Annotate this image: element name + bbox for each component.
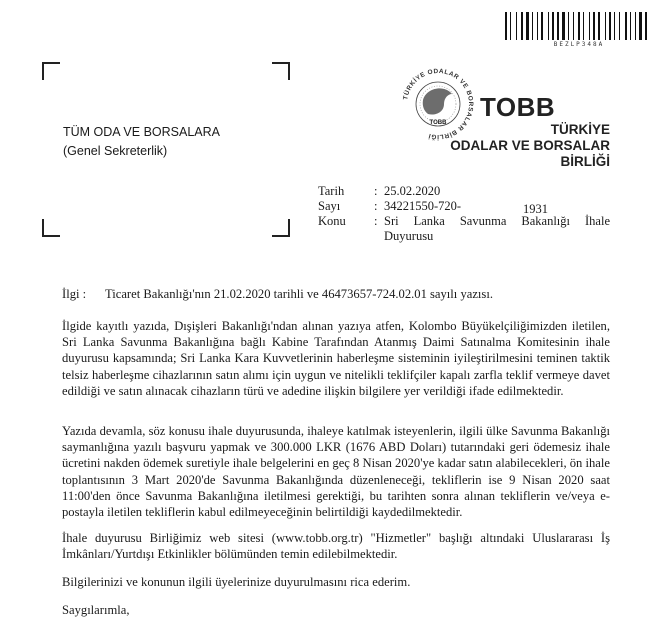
number-sequence: 1931 bbox=[523, 202, 548, 216]
barcode-bar bbox=[550, 12, 551, 40]
number-separator: : bbox=[374, 199, 378, 213]
closing-salutation: Saygılarımla, bbox=[62, 603, 130, 617]
barcode-bar bbox=[552, 12, 554, 40]
logo-sub-line-1: TÜRKİYE bbox=[550, 122, 610, 137]
barcode-bar bbox=[596, 12, 597, 40]
barcode-bar bbox=[607, 12, 608, 40]
subject-label: Konu bbox=[318, 214, 346, 228]
barcode-bar bbox=[521, 12, 523, 40]
address-window-corner-top-left bbox=[42, 62, 60, 80]
barcode-bar bbox=[591, 12, 592, 40]
barcode-bar bbox=[518, 12, 520, 40]
barcode-bar bbox=[560, 12, 561, 40]
logo-wordmark: TOBB bbox=[480, 92, 556, 122]
seal-label: TOBB bbox=[429, 120, 447, 126]
barcode-bar bbox=[605, 12, 606, 40]
barcode-bar bbox=[645, 12, 647, 40]
date-value: 25.02.2020 bbox=[384, 184, 441, 198]
address-window-corner-bottom-left bbox=[42, 219, 60, 237]
subject-value-line-2: Duyurusu bbox=[384, 229, 434, 243]
logo-organization-name bbox=[440, 122, 610, 170]
barcode-bar bbox=[557, 12, 559, 40]
barcode-bar bbox=[625, 12, 627, 40]
recipient-block bbox=[63, 123, 220, 161]
barcode bbox=[505, 12, 653, 40]
barcode-bar bbox=[526, 12, 529, 40]
body-paragraph-2: Yazıda devamla, söz konusu ihale duyurusunda, ihaleye katılmak isteyenlerin, ilgili ülke Savunma Bakanlığı saymanlığına yazılı başvuru yapmak ve 300.000 LKR (1676 ABD Doları) tutarındaki geri ödemesiz ihale ücretini nakden ödemek suretiyle ihale belgelerini en geç 8 Nisan 2020'ye kadar satın alabilecekleri, ön ihale toplantısının 3 Mart 2020'de Savunma Bakanlığında düzenleneceği, tekliflerin ise 9 Nisan 2020 saat 11:00'den önce Savunma Bakanlığına iletilmesi gerektiği, bu tarihten sonra alınan tekliflerin ve/veya e-postayla iletilen tekliflerin kabul edilmeyeceğinin belirtildiği kaydedilmektedir. bbox=[62, 424, 610, 520]
barcode-bar bbox=[534, 12, 536, 40]
barcode-bar bbox=[573, 12, 574, 40]
barcode-bar bbox=[516, 12, 517, 40]
barcode-bar bbox=[544, 12, 547, 40]
recipient-name: TÜM ODA VE BORSALARA bbox=[63, 125, 220, 139]
barcode-bar bbox=[583, 12, 584, 40]
body-paragraph-4: Bilgilerinizi ve konunun ilgili üyelerinize duyurulmasını rica ederim. bbox=[62, 575, 411, 589]
barcode-bar bbox=[589, 12, 590, 40]
barcode-bar bbox=[639, 12, 642, 40]
barcode-bar bbox=[575, 12, 577, 40]
barcode-bar bbox=[643, 12, 644, 40]
reference-label: İlgi : bbox=[62, 287, 87, 301]
seal-ring-text: TÜRKİYE ODALAR VE BORSALAR BİRLİĞİ bbox=[402, 67, 475, 141]
barcode-bar bbox=[541, 12, 543, 40]
barcode-bar bbox=[548, 12, 549, 40]
barcode-bar bbox=[612, 12, 613, 40]
barcode-text: BEZLP348A bbox=[553, 41, 605, 48]
barcode-bar bbox=[530, 12, 531, 40]
logo-sub-line-2: ODALAR VE BORSALAR bbox=[450, 138, 610, 153]
address-window-corner-top-right bbox=[272, 62, 290, 80]
barcode-bar bbox=[578, 12, 580, 40]
barcode-bar bbox=[621, 12, 624, 40]
logo-sub-line-3: BİRLİĞİ bbox=[560, 154, 610, 169]
barcode-bar bbox=[614, 12, 615, 40]
barcode-bar bbox=[512, 12, 515, 40]
barcode-bar bbox=[601, 12, 604, 40]
date-separator: : bbox=[374, 184, 378, 198]
date-label: Tarih bbox=[318, 184, 345, 198]
barcode-bar bbox=[555, 12, 556, 40]
barcode-bar bbox=[570, 12, 572, 40]
barcode-bar bbox=[630, 12, 631, 40]
reference-text: Ticaret Bakanlığı'nın 21.02.2020 tarihli ve 46473657-724.02.01 sayılı yazısı. bbox=[105, 287, 493, 301]
barcode-bar bbox=[635, 12, 636, 40]
address-window-corner-bottom-right bbox=[272, 219, 290, 237]
recipient-department: (Genel Sekreterlik) bbox=[63, 144, 168, 158]
barcode-bar bbox=[539, 12, 540, 40]
body-paragraph-3: İhale duyurusu Birliğimiz web sitesi (www.tobb.org.tr) "Hizmetler" başlığı altındaki Uluslararası İş İmkânları/Yurtdışı Etkinlikler bölümünden temin edilebilmektedir. bbox=[62, 531, 610, 562]
body-paragraph-1: İlgide kayıtlı yazıda, Dışişleri Bakanlığı'ndan alınan yazıya atfen, Kolombo Büyükelçiliğimizden iletilen, Sri Lanka Savunma Bakanlığına bağlı Kabine Tarafından Atanmış Daimi Satınalma Komitesinin ihale duyurusu kapsamında; Sri Lanka Kara Kuvvetlerinin haberleşme sisteminin iyileştirilmesini teminen taktik telsiz haberleşme cihazlarının satın alımı için uygun ve nitelikli teklifçiler kapalı zarfla teklif vermeye davet edildiği ve satın alınacak cihazların türü ve adedine ilişkin bilgilere yer verildiği ifade edilmektedir. bbox=[62, 319, 610, 398]
barcode-bar bbox=[532, 12, 533, 40]
barcode-bar bbox=[585, 12, 588, 40]
barcode-bar bbox=[619, 12, 620, 40]
barcode-bar bbox=[609, 12, 611, 40]
barcode-bar bbox=[505, 12, 507, 40]
subject-value-line-1: Sri Lanka Savunma Bakanlığı İhale bbox=[384, 214, 610, 228]
number-value: 34221550-720- bbox=[384, 199, 462, 213]
barcode-bar bbox=[568, 12, 569, 40]
barcode-bar bbox=[524, 12, 525, 40]
barcode-bar bbox=[637, 12, 638, 40]
barcode-bar bbox=[510, 12, 511, 40]
barcode-bar bbox=[632, 12, 634, 40]
barcode-bar bbox=[566, 12, 567, 40]
number-label: Sayı bbox=[318, 199, 341, 213]
barcode-bar bbox=[593, 12, 595, 40]
barcode-bar bbox=[598, 12, 600, 40]
barcode-bar bbox=[581, 12, 582, 40]
subject-separator: : bbox=[374, 214, 378, 228]
barcode-bar bbox=[562, 12, 565, 40]
barcode-bar bbox=[628, 12, 629, 40]
barcode-bar bbox=[508, 12, 509, 40]
barcode-bar bbox=[616, 12, 618, 40]
barcode-bar bbox=[537, 12, 538, 40]
